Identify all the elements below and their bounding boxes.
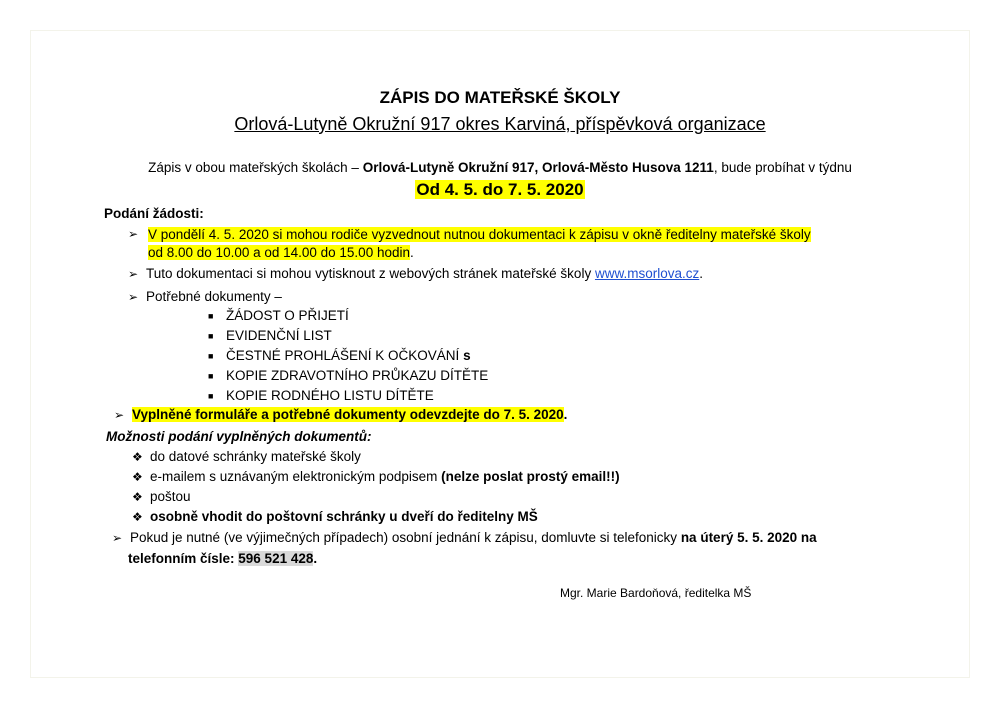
submission-option [132, 489, 191, 504]
submission-option-label: e-mailem s uznávaným elektronickým podpisem [150, 469, 442, 484]
document-item-label: KOPIE ZDRAVOTNÍHO PRŮKAZU DÍTĚTE [226, 368, 489, 383]
submission-option [132, 449, 361, 464]
section-heading-submission-options: Možnosti podání vyplněných dokumentů: [106, 429, 372, 444]
intro-text-end: , bude probíhat v týdnu [713, 160, 852, 175]
submission-deadline-end: . [563, 407, 568, 422]
document-item-label: KOPIE RODNÉHO LISTU DÍTĚTE [226, 388, 434, 403]
download-info-end: . [699, 266, 703, 281]
document-item-label: ŽÁDOST O PŘIJETÍ [226, 308, 349, 323]
required-documents-heading [128, 289, 282, 304]
diamond-bullet-icon: ❖ [132, 470, 143, 484]
phone-label: telefonním čísle: [128, 551, 239, 566]
document-item [208, 388, 434, 403]
diamond-bullet-icon: ❖ [132, 510, 143, 524]
document-item [208, 348, 471, 363]
arrow-bullet-icon: ➢ [128, 227, 139, 241]
school-website-link[interactable]: www.msorlova.cz [594, 266, 700, 281]
arrow-bullet-icon: ➢ [128, 267, 139, 281]
arrow-bullet-icon: ➢ [128, 290, 139, 304]
diamond-bullet-icon: ❖ [132, 490, 143, 504]
intro-schools: Orlová-Lutyně Okružní 917, Orlová-Město Husova 1211 [362, 160, 714, 175]
pickup-info [148, 226, 916, 262]
document-title: ZÁPIS DO MATEŘSKÉ ŠKOLY [379, 88, 621, 107]
intro-text: Zápis v obou mateřských školách – [148, 160, 363, 175]
pickup-info-line1: V pondělí 4. 5. 2020 si mohou rodiče vyzvednout nutnou dokumentaci k zápisu v okně ředitelny mateřské školy [148, 227, 811, 242]
square-bullet-icon: ■ [208, 331, 214, 341]
diamond-bullet-icon: ❖ [132, 450, 143, 464]
signature: Mgr. Marie Bardoňová, ředitelka MŠ [560, 586, 752, 600]
submission-option-warning: (nelze poslat prostý email!!) [441, 469, 620, 484]
square-bullet-icon: ■ [208, 371, 214, 381]
submission-deadline-text: Vyplněné formuláře a potřebné dokumenty odevzdejte do 7. 5. 2020 [132, 407, 564, 422]
date-range-text: Od 4. 5. do 7. 5. 2020 [416, 180, 584, 199]
section-heading-application: Podání žádosti: [104, 206, 204, 221]
submission-option-label: poštou [150, 489, 191, 504]
submission-option-label: do datové schránky mateřské školy [150, 449, 361, 464]
intro-paragraph [0, 160, 1000, 175]
download-info [128, 266, 703, 281]
square-bullet-icon: ■ [208, 391, 214, 401]
document-item-suffix: s [463, 348, 471, 363]
phone-number: 596 521 428 [238, 551, 314, 566]
download-info-text: Tuto dokumentaci si mohou vytisknout z webových stránek mateřské školy [146, 266, 595, 281]
phone-line [128, 551, 317, 566]
personal-meeting-note [112, 530, 817, 545]
document-item [208, 308, 349, 323]
submission-deadline [114, 407, 567, 422]
document-item-label: EVIDENČNÍ LIST [226, 328, 332, 343]
date-range [0, 180, 1000, 200]
arrow-bullet-icon: ➢ [114, 408, 125, 422]
document-item [208, 328, 332, 343]
arrow-bullet-icon: ➢ [112, 531, 123, 545]
submission-option-label: osobně vhodit do poštovní schránky u dveří do ředitelny MŠ [150, 509, 538, 524]
square-bullet-icon: ■ [208, 311, 214, 321]
document-item [208, 368, 488, 383]
document-item-label: ČESTNÉ PROHLÁŠENÍ K OČKOVÁNÍ [226, 348, 460, 363]
note-date: na úterý 5. 5. 2020 na [680, 530, 817, 545]
submission-option [132, 469, 620, 484]
square-bullet-icon: ■ [208, 351, 214, 361]
document-subtitle: Orlová-Lutyně Okružní 917 okres Karviná, příspěvková organizace [234, 114, 766, 134]
phone-end: . [313, 551, 318, 566]
pickup-info-hours: od 8.00 do 10.00 a od 14.00 do 15.00 hodin [148, 245, 410, 260]
submission-option [132, 509, 538, 524]
note-text: Pokud je nutné (ve výjimečných případech) osobní jednání k zápisu, domluvte si telefonicky [130, 530, 681, 545]
pickup-info-end: . [409, 245, 414, 260]
required-documents-label: Potřebné dokumenty – [146, 289, 282, 304]
